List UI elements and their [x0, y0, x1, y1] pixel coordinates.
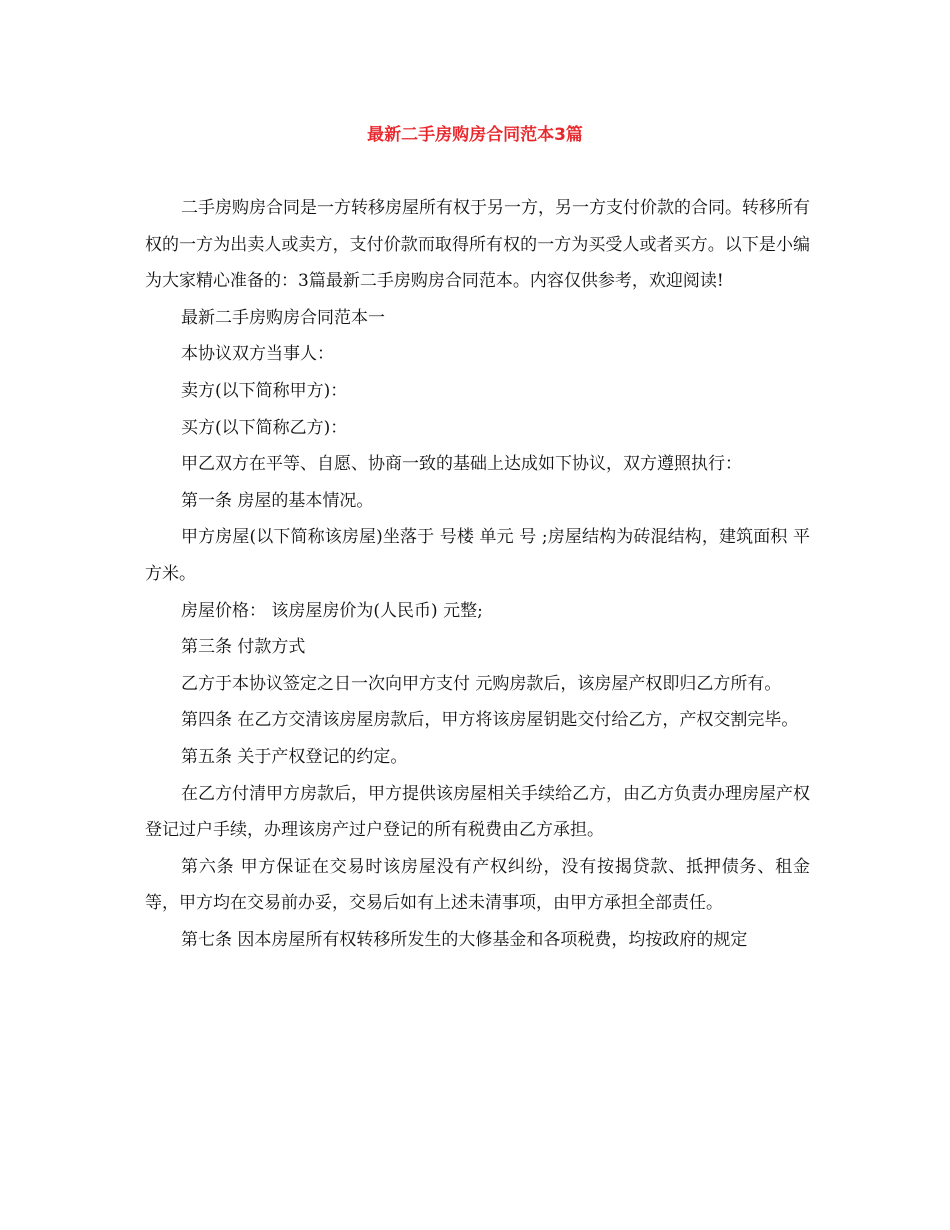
- document-title: 最新二手房购房合同范本3篇: [367, 125, 583, 145]
- paragraph: 乙方于本协议签定之日一次向甲方支付 元购房款后，该房屋产权即归乙方所有。: [181, 673, 782, 694]
- clause-heading: 第五条 关于产权登记的约定。: [181, 746, 408, 767]
- clause-heading: 第一条 房屋的基本情况。: [181, 490, 374, 511]
- paragraph: 本协议双方当事人：: [181, 344, 334, 365]
- clause-heading: 第三条 付款方式: [181, 637, 306, 658]
- paragraph: 第六条 甲方保证在交易时该房屋没有产权纠纷，没有按揭贷款、抵押债务、租金等，甲方均在交易前办妥，交易后如有上述未清事项，由甲方承担全部责任。: [145, 856, 810, 914]
- paragraph: 买方(以下简称乙方)：: [181, 417, 348, 438]
- paragraph: 卖方(以下简称甲方)：: [181, 380, 348, 401]
- paragraph: 第四条 在乙方交清该房屋房款后，甲方将该房屋钥匙交付给乙方，产权交割完毕。: [181, 710, 799, 731]
- paragraph: 房屋价格： 该房屋房价为(人民币) 元整;: [181, 600, 483, 621]
- document-body: [145, 190, 810, 958]
- section-heading: 最新二手房购房合同范本一: [181, 307, 385, 328]
- paragraph: 甲方房屋(以下简称该房屋)坐落于 号楼 单元 号 ;房屋结构为砖混结构，建筑面积 平方米。: [145, 527, 810, 584]
- paragraph: 甲乙双方在平等、自愿、协商一致的基础上达成如下协议，双方遵照执行：: [181, 454, 742, 475]
- intro-paragraph: 二手房购房合同是一方转移房屋所有权于另一方，另一方支付价款的合同。转移所有权的一方为出卖人或卖方，支付价款而取得所有权的一方为买受人或者买方。以下是小编为大家精心准备的：3篇最新二手房购房合同范本。内容仅供参考，欢迎阅读!: [145, 198, 810, 292]
- paragraph: 在乙方付清甲方房款后，甲方提供该房屋相关手续给乙方，由乙方负责办理房屋产权登记过户手续，办理该房产过户登记的所有税费由乙方承担。: [145, 783, 810, 841]
- paragraph: 第七条 因本房屋所有权转移所发生的大修基金和各项税费，均按政府的规定: [181, 929, 748, 950]
